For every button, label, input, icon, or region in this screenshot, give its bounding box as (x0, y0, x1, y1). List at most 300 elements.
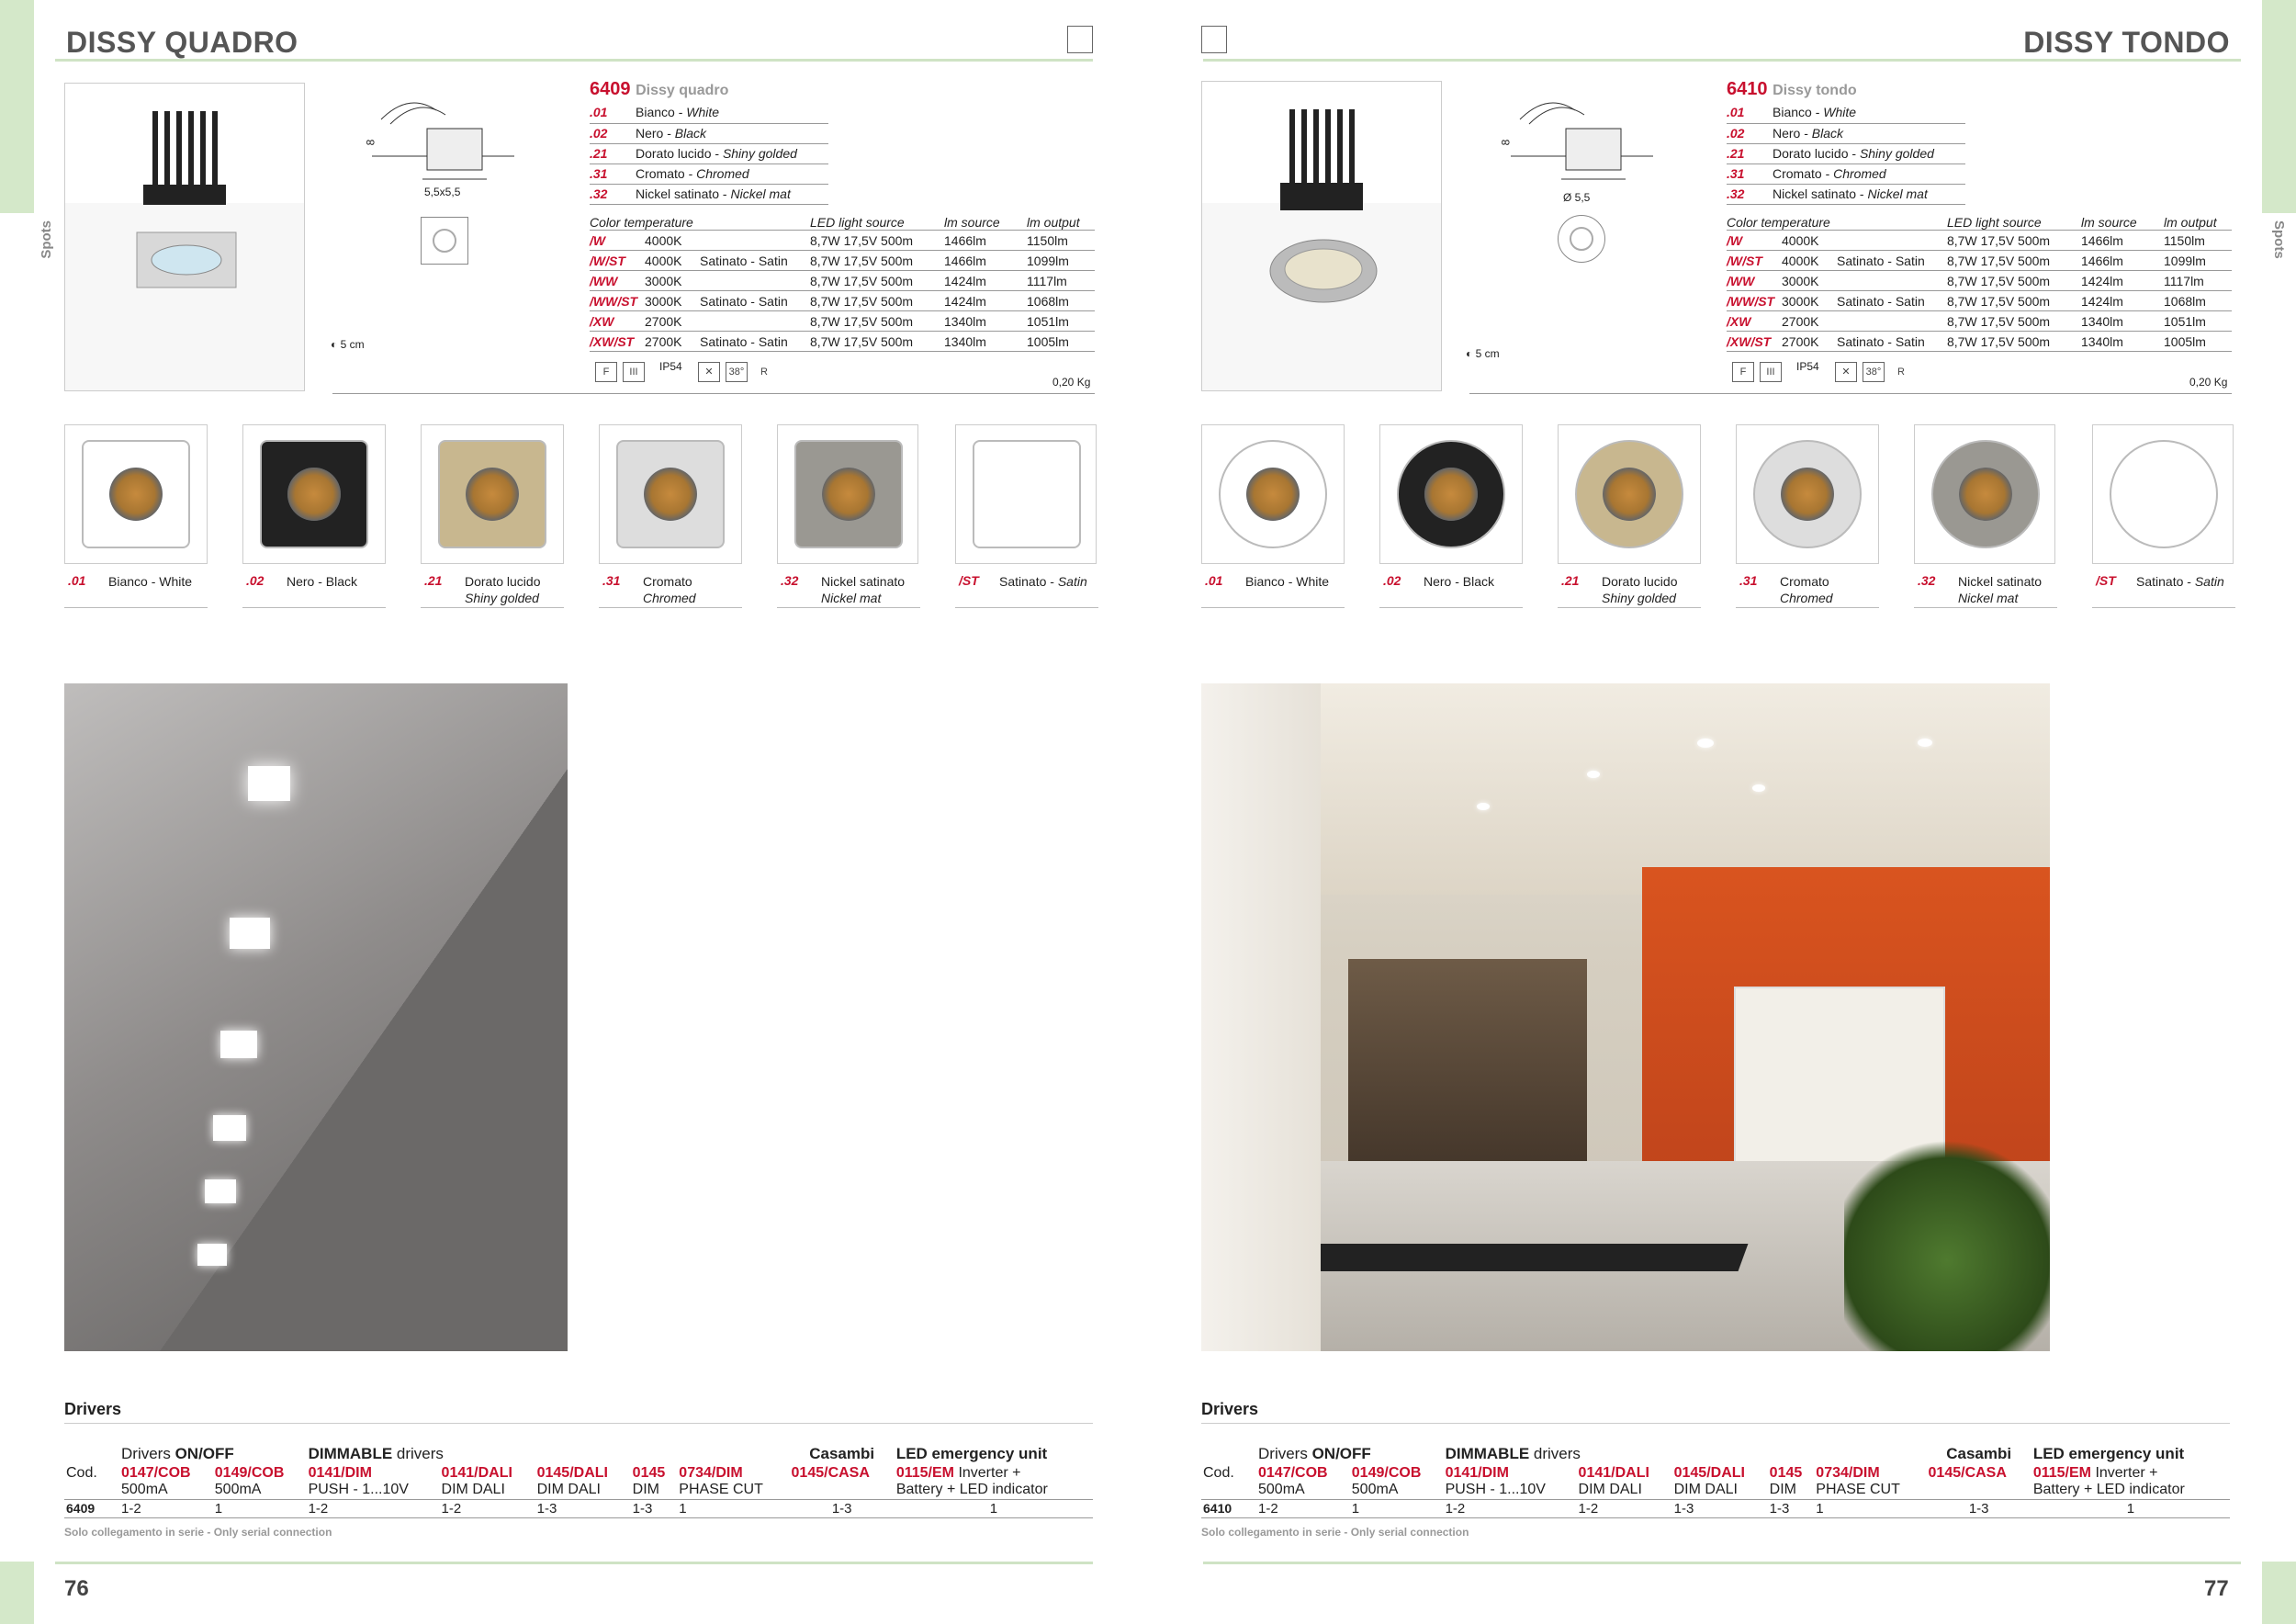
driver-desc: 500mA (121, 1482, 168, 1497)
col-source: LED light source (810, 215, 944, 231)
driver-code: 0149/COB (214, 1465, 285, 1481)
specs-header (1727, 215, 2232, 231)
drivers-table (64, 1444, 1093, 1518)
specs-row (1727, 291, 2232, 311)
driver-code: 0145 (1769, 1465, 1803, 1481)
swatch-label (1914, 571, 2057, 608)
swatch-it: Nero - Black (287, 574, 358, 589)
swatch-label (2092, 571, 2235, 608)
spec-finish: Satinato - Satin (700, 291, 810, 311)
specs-row (590, 251, 1095, 271)
spec-finish: Satinato - Satin (700, 332, 810, 352)
spec-source: 8,7W 17,5V 500m (810, 231, 944, 251)
driver-desc: DIM DALI (1578, 1482, 1642, 1497)
spec-code: /WW (590, 271, 645, 291)
swatch-body (2110, 440, 2218, 548)
finish-en: Chromed (696, 165, 749, 181)
product-code: 6409 (590, 79, 631, 99)
finish-en: Shiny golded (722, 145, 797, 161)
specs-row (590, 271, 1095, 291)
spec-source: 8,7W 17,5V 500m (810, 251, 944, 271)
swatch-text (999, 573, 1087, 590)
spec-temp: 3000K (645, 291, 700, 311)
swatch-text (643, 573, 696, 606)
depth-label-quadro: ◐ 5 cm (331, 338, 365, 351)
swatch-label (242, 571, 386, 608)
swatch-text (1780, 573, 1833, 606)
spec-lm-output: 1117lm (2164, 271, 2232, 291)
swatch-en: Chromed (643, 591, 696, 605)
driver-desc-2: Battery + LED indicator (895, 1482, 1048, 1497)
product-name: Dissy quadro (636, 83, 729, 98)
swatch-led (1959, 468, 2012, 521)
spot-light-3 (220, 1031, 257, 1058)
swatch-it: Satinato - (999, 574, 1058, 589)
driver-col (1350, 1464, 1444, 1500)
swatch-text (1602, 573, 1678, 606)
spec-finish: Satinato - Satin (1837, 332, 1947, 352)
spec-source: 8,7W 17,5V 500m (810, 291, 944, 311)
spec-finish (1837, 231, 1947, 251)
driver-code: 0147/COB (121, 1465, 191, 1481)
driver-col (307, 1464, 440, 1500)
finish-it: Nickel satinato - (1773, 186, 1868, 201)
drivers-row-code: 6409 (64, 1500, 119, 1518)
spec-code: /W/ST (590, 251, 645, 271)
swatch-en: Nickel mat (1958, 591, 2019, 605)
dim-a: DIMMABLE (308, 1445, 393, 1462)
onoff-a: Drivers (1258, 1445, 1312, 1462)
driver-desc-2: Battery + LED indicator (2032, 1482, 2185, 1497)
spec-code: /WW (1727, 271, 1782, 291)
swatch-text (821, 573, 905, 606)
finish-swatch (2092, 424, 2234, 564)
f-mark-icon: F (595, 362, 617, 382)
spec-source: 8,7W 17,5V 500m (1947, 311, 2081, 332)
specs-row (1727, 251, 2232, 271)
finish-code: .01 (1727, 103, 1773, 123)
driver-code: 0141/DALI (441, 1465, 512, 1481)
no-cover-icon: ✕ (698, 362, 720, 382)
driver-col (535, 1464, 631, 1500)
swatch-code: .32 (781, 573, 799, 588)
spec-lm-output: 1068lm (1027, 291, 1095, 311)
driver-desc: DIM (1769, 1482, 1796, 1497)
stair-wall (1201, 683, 1321, 1351)
swatch-code: .01 (68, 573, 86, 588)
spot-light-4 (213, 1115, 246, 1141)
swatch-code: .21 (424, 573, 443, 588)
finish-en: Black (674, 125, 707, 141)
swatch-text (1958, 573, 2042, 606)
specs-row (1727, 271, 2232, 291)
front-view-round-icon (1558, 215, 1605, 263)
driver-col (1927, 1464, 2032, 1500)
dim-b: drivers (1529, 1445, 1581, 1462)
left-top-band (0, 0, 34, 213)
finish-it: Cromato - (636, 165, 697, 181)
driver-val: 1-3 (790, 1500, 895, 1518)
ceiling-photo-quadro (64, 683, 568, 1351)
driver-val: 1 (2032, 1500, 2230, 1518)
driver-col (631, 1464, 678, 1500)
spec-lm-output: 1099lm (2164, 251, 2232, 271)
finish-label (1773, 123, 1965, 143)
spec-lm-source: 1424lm (944, 291, 1027, 311)
spec-code: /WW/ST (1727, 291, 1782, 311)
spec-source: 8,7W 17,5V 500m (1947, 291, 2081, 311)
finish-swatch (777, 424, 918, 564)
col-temp: Color temperature (590, 215, 810, 231)
drivers-note: Solo collegamento in serie - Only serial connection (64, 1526, 332, 1539)
spec-source: 8,7W 17,5V 500m (810, 271, 944, 291)
swatch-code: .31 (1739, 573, 1758, 588)
swatch-code: .02 (246, 573, 264, 588)
group-casambi: Casambi (1946, 1445, 2012, 1462)
spec-source: 8,7W 17,5V 500m (810, 311, 944, 332)
swatch-en: Shiny golded (465, 591, 539, 605)
depth-value: 5 cm (340, 338, 365, 351)
specs-header (590, 215, 1095, 231)
spec-code: /W/ST (1727, 251, 1782, 271)
page-title-left: DISSY QUADRO (66, 26, 298, 59)
spec-code: /W (1727, 231, 1782, 251)
finish-en: Nickel mat (1867, 186, 1928, 201)
spec-temp: 4000K (1782, 251, 1837, 271)
spec-finish (1837, 271, 1947, 291)
finish-swatch (1914, 424, 2055, 564)
corner-mark-icon (1067, 26, 1093, 53)
swatch-label (955, 571, 1098, 608)
finish-row (590, 103, 828, 123)
onoff-b: ON/OFF (174, 1445, 234, 1462)
spec-lm-output: 1099lm (1027, 251, 1095, 271)
swatch-led (109, 468, 163, 521)
specs-rule-right (1469, 393, 2232, 394)
product-code-right: 6410 (1727, 79, 1768, 99)
no-cover-icon: ✕ (1835, 362, 1857, 382)
corner-mark-right-icon (1201, 26, 1227, 53)
driver-desc: 500mA (1351, 1482, 1399, 1497)
onoff-a: Drivers (121, 1445, 175, 1462)
finish-label (636, 103, 828, 123)
spec-source: 8,7W 17,5V 500m (1947, 231, 2081, 251)
driver-desc: Inverter + (958, 1465, 1021, 1481)
finish-en: White (1823, 105, 1857, 120)
swatch-text (2136, 573, 2224, 590)
driver-col (213, 1464, 307, 1500)
driver-val: 1 (895, 1500, 1093, 1518)
finish-code: .32 (590, 184, 636, 204)
product-photo-tondo (1201, 81, 1442, 391)
spec-temp: 2700K (645, 311, 700, 332)
finish-row (1727, 103, 1965, 123)
product-photo-quadro (64, 83, 305, 391)
finish-row (1727, 184, 1965, 204)
driver-val: 1-2 (440, 1500, 535, 1518)
dim-width-quadro: 5,5x5,5 (424, 186, 461, 198)
driver-col (119, 1464, 213, 1500)
swatch-en: Chromed (1780, 591, 1833, 605)
finish-row (1727, 143, 1965, 164)
finish-code: .32 (1727, 184, 1773, 204)
swatch-led (1781, 468, 1834, 521)
driver-code: 0145/DALI (536, 1465, 608, 1481)
step (1261, 1244, 1749, 1271)
driver-desc: Inverter + (2095, 1465, 2158, 1481)
ip-rating-quadro: IP54 (659, 360, 682, 373)
specs-row (1727, 332, 2232, 352)
finish-label (636, 143, 828, 164)
driver-val: 1 (213, 1500, 307, 1518)
group-onoff (119, 1444, 307, 1464)
spot-light-1 (248, 766, 290, 801)
spec-code: /W (590, 231, 645, 251)
swatch-led (466, 468, 519, 521)
finish-code: .02 (590, 123, 636, 143)
swatch-it: Cromato (643, 574, 692, 589)
spec-lm-source: 1466lm (944, 251, 1027, 271)
swatch-label (1736, 571, 1879, 608)
spec-finish (1837, 311, 1947, 332)
spec-lm-output: 1068lm (2164, 291, 2232, 311)
finish-swatch (1379, 424, 1523, 564)
spec-temp: 2700K (645, 332, 700, 352)
spec-temp: 4000K (645, 251, 700, 271)
swatch-led (287, 468, 341, 521)
drivers-row-code: 6410 (1201, 1500, 1256, 1518)
spec-lm-source: 1466lm (2081, 251, 2164, 271)
driver-col (677, 1464, 789, 1500)
driver-val: 1 (1350, 1500, 1444, 1518)
finish-row (590, 123, 828, 143)
finish-swatch (955, 424, 1097, 564)
swatch-label (1201, 571, 1345, 608)
swatch-code: .01 (1205, 573, 1223, 588)
left-bottom-band (0, 1562, 34, 1624)
spec-source: 8,7W 17,5V 500m (1947, 251, 2081, 271)
swatch-code: .21 (1561, 573, 1580, 588)
col-lmo: lm output (2164, 215, 2232, 231)
swatch-text (108, 573, 192, 590)
driver-code: 0145/CASA (791, 1465, 870, 1481)
product-heading-tondo (1727, 79, 1857, 100)
swatch-it: Satinato - (2136, 574, 2195, 589)
finish-en: White (686, 105, 720, 120)
driver-col (1672, 1464, 1768, 1500)
specs-row (1727, 231, 2232, 251)
driver-col (1577, 1464, 1672, 1500)
spec-lm-source: 1424lm (2081, 291, 2164, 311)
driver-code: 0149/COB (1351, 1465, 1422, 1481)
specs-table-tondo (1727, 215, 2232, 352)
finish-swatch (1558, 424, 1701, 564)
weight-tondo: 0,20 Kg (2189, 376, 2228, 389)
swatch-code: /ST (959, 573, 979, 588)
finish-swatch (64, 424, 208, 564)
bottom-rule-right (1203, 1562, 2241, 1564)
f-mark-icon: F (1732, 362, 1754, 382)
finish-code: .01 (590, 103, 636, 123)
finish-en: Nickel mat (730, 186, 791, 201)
drivers-block (1201, 1400, 2230, 1539)
driver-col (895, 1464, 1093, 1500)
swatch-text (1424, 573, 1494, 590)
page-title-right: DISSY TONDO (2023, 26, 2230, 59)
driver-desc: 500mA (214, 1482, 262, 1497)
product-name-right: Dissy tondo (1773, 83, 1857, 98)
group-dimmable (307, 1444, 790, 1464)
finish-en: Chromed (1833, 165, 1886, 181)
driver-val: 1-3 (1768, 1500, 1815, 1518)
col-temp: Color temperature (1727, 215, 1947, 231)
col-lmo: lm output (1027, 215, 1095, 231)
swatch-en: Nickel mat (821, 591, 882, 605)
swatch-label (777, 571, 920, 608)
plant (1844, 1124, 2050, 1351)
driver-code: 0141/DIM (1445, 1465, 1509, 1481)
spot-light-2 (230, 918, 270, 949)
finish-it: Cromato - (1773, 165, 1834, 181)
group-casambi: Casambi (809, 1445, 875, 1462)
swatch-label (1379, 571, 1523, 608)
finish-it: Nero - (1773, 125, 1812, 141)
finish-it: Dorato lucido - (1773, 145, 1860, 161)
page-number-left: 76 (64, 1576, 89, 1601)
drivers-title: Drivers (1201, 1400, 2230, 1424)
swatch-label (1558, 571, 1701, 608)
interior-photo-tondo (1201, 683, 2050, 1351)
spec-lm-output: 1005lm (2164, 332, 2232, 352)
swatch-code: /ST (2096, 573, 2116, 588)
swatch-en: Satin (2194, 574, 2224, 589)
spec-lm-source: 1340lm (2081, 311, 2164, 332)
finish-it: Nickel satinato - (636, 186, 731, 201)
spec-temp: 2700K (1782, 332, 1837, 352)
cert-icons-2 (698, 362, 781, 383)
side-label-right: Spots (2271, 220, 2287, 259)
driver-desc: PHASE CUT (679, 1482, 763, 1497)
beam-angle-icon: 38° (726, 362, 748, 382)
cert-icons-quadro (595, 362, 650, 382)
specs-row (590, 311, 1095, 332)
finish-swatch (242, 424, 386, 564)
spot-light-6 (197, 1244, 227, 1266)
finish-table-quadro (590, 103, 828, 205)
driver-desc: PUSH - 1...10V (1445, 1482, 1546, 1497)
spec-lm-source: 1340lm (944, 332, 1027, 352)
finish-label (1773, 164, 1965, 184)
driver-col (790, 1464, 895, 1500)
finish-code: .31 (1727, 164, 1773, 184)
driver-val: 1 (677, 1500, 789, 1518)
driver-val: 1-3 (535, 1500, 631, 1518)
dim-width-tondo: Ø 5,5 (1563, 191, 1591, 204)
class-iii-icon: III (623, 362, 645, 382)
finish-row (1727, 164, 1965, 184)
driver-code: 0145 (632, 1465, 666, 1481)
drivers-note: Solo collegamento in serie - Only serial connection (1201, 1526, 1469, 1539)
swatch-code: .02 (1383, 573, 1401, 588)
driver-val: 1-3 (631, 1500, 678, 1518)
spot-light-5 (205, 1179, 236, 1203)
onoff-b: ON/OFF (1311, 1445, 1371, 1462)
dim-a: DIMMABLE (1445, 1445, 1530, 1462)
driver-val: 1-3 (1672, 1500, 1768, 1518)
specs-table-quadro (590, 215, 1095, 352)
swatch-label (599, 571, 742, 608)
swatch-it: Bianco - White (108, 574, 193, 589)
swatch-led (1246, 468, 1300, 521)
finish-code: .21 (590, 143, 636, 164)
swatch-code: .32 (1918, 573, 1936, 588)
finish-label (1773, 184, 1965, 204)
weight-quadro: 0,20 Kg (1052, 376, 1091, 389)
swatch-led (1603, 468, 1656, 521)
spec-lm-output: 1005lm (1027, 332, 1095, 352)
spec-temp: 4000K (1782, 231, 1837, 251)
group-onoff (1256, 1444, 1444, 1464)
swatch-body (973, 440, 1081, 548)
drivers-table (1201, 1444, 2230, 1518)
finish-table-tondo (1727, 103, 1965, 205)
finish-it: Bianco - (1773, 105, 1824, 120)
swatch-it: Dorato lucido (1602, 574, 1678, 589)
r-mark-icon: R (1897, 367, 1905, 378)
driver-code: 0145/DALI (1673, 1465, 1745, 1481)
swatch-code: .31 (602, 573, 621, 588)
driver-col (1768, 1464, 1815, 1500)
specs-rule-left (332, 393, 1095, 394)
swatch-led (822, 468, 875, 521)
spec-finish: Satinato - Satin (1837, 251, 1947, 271)
spec-lm-output: 1051lm (2164, 311, 2232, 332)
drivers-block (64, 1400, 1093, 1539)
finish-swatch (1736, 424, 1879, 564)
driver-desc: PHASE CUT (1816, 1482, 1900, 1497)
driver-col (1256, 1464, 1350, 1500)
spec-lm-output: 1150lm (1027, 231, 1095, 251)
spec-lm-source: 1466lm (2081, 231, 2164, 251)
driver-code: 0734/DIM (679, 1465, 743, 1481)
finish-row (590, 164, 828, 184)
driver-code: 0734/DIM (1816, 1465, 1880, 1481)
spec-finish (700, 271, 810, 291)
depth-value-right: 5 cm (1475, 347, 1500, 360)
spec-lm-output: 1150lm (2164, 231, 2232, 251)
driver-desc: DIM DALI (536, 1482, 601, 1497)
driver-col (1814, 1464, 1926, 1500)
finish-code: .31 (590, 164, 636, 184)
spec-temp: 4000K (645, 231, 700, 251)
r-mark-icon: R (760, 367, 768, 378)
ip-rating-tondo: IP54 (1796, 360, 1819, 373)
finish-swatch (1201, 424, 1345, 564)
spec-lm-output: 1051lm (1027, 311, 1095, 332)
driver-code: 0141/DIM (308, 1465, 372, 1481)
class-iii-icon: III (1760, 362, 1782, 382)
bottom-rule-left (55, 1562, 1093, 1564)
finish-it: Nero - (636, 125, 675, 141)
driver-val: 1-2 (119, 1500, 213, 1518)
group-dimmable (1444, 1444, 1927, 1464)
swatch-it: Dorato lucido (465, 574, 541, 589)
spec-lm-source: 1466lm (944, 231, 1027, 251)
spec-code: /WW/ST (590, 291, 645, 311)
finish-code: .02 (1727, 123, 1773, 143)
finish-label (636, 123, 828, 143)
finish-code: .21 (1727, 143, 1773, 164)
